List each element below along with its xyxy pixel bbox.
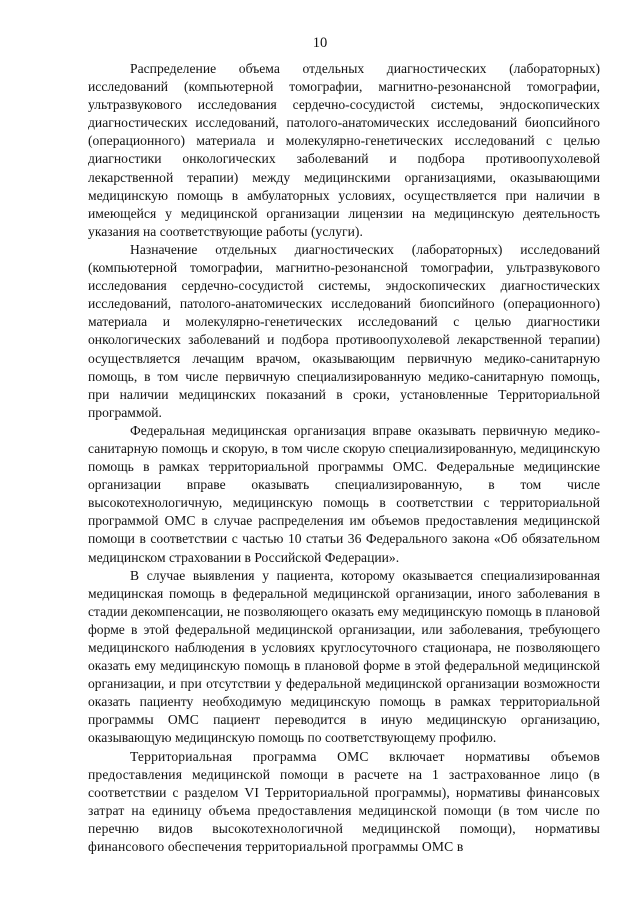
- paragraph-patient-transfer: В случае выявления у пациента, которому оказывается специализированная медицинская помощь в федеральной медицинской организации, иного заболевания в стадии декомпенсации, не позволяющего оказать ему медицинскую помощь в плановой форме в этой федеральной медицинской организации, или заболевания, требующего медицинского наблюдения в условиях круглосуточного стационара, не позволяющего оказать ему медицинскую помощь в плановой форме в этой федеральной медицинской организации, и при отсутствии у федеральной медицинской организации возможности оказать пациенту необходимую медицинскую помощь в рамках территориальной программы ОМС пациент переводится в иную медицинскую организацию, оказывающую медицинскую помощь по соответствующему профилю.: [88, 567, 600, 746]
- body-text: [88, 60, 600, 856]
- paragraph-diagnostics-prescription: Назначение отдельных диагностических (лабораторных) исследований (компьютерной томографии, магнитно-резонансной томографии, ультразвукового исследования сердечно-сосудистой системы, эндоскопических диагностических исследований, патолого-анатомических исследований биопсийного (операционного) материала и молекулярно-генетических исследований с целью диагностики онкологических заболеваний и подбора противоопухолевой лекарственной терапии) осуществляется лечащим врачом, оказывающим первичную медико-санитарную помощь, в том числе первичную специализированную медико-санитарную помощь, при наличии медицинских показаний в сроки, установленные Территориальной программой.: [88, 241, 600, 420]
- paragraph-territorial-program: Территориальная программа ОМС включает нормативы объемов предоставления медицинской помощи в расчете на 1 застрахованное лицо (в соответствии с разделом VI Территориальной программы), нормативы финансовых затрат на единицу объема предоставления медицинской помощи (в том числе по перечню видов высокотехнологичной медицинской помощи), нормативы финансового обеспечения территориальной программы ОМС в: [88, 748, 600, 855]
- paragraph-federal-organization: Федеральная медицинская организация вправе оказывать первичную медико-санитарную помощь и скорую, в том числе скорую специализированную, медицинскую помощь в рамках территориальной программы ОМС. Федеральные медицинские организации вправе оказывать специализированную, в том числе высокотехнологичную, медицинскую помощь в соответствии с территориальной программой ОМС в случае распределения им объемов предоставления медицинской помощи в соответствии с частью 10 статьи 36 Федерального закона «Об обязательном медицинском страховании в Российской Федерации».: [88, 422, 600, 565]
- paragraph-diagnostics-distribution: Распределение объема отдельных диагностических (лабораторных) исследований (компьютерной томографии, магнитно-резонансной томографии, ультразвукового исследования сердечно-сосудистой системы, эндоскопических диагностических исследований, патолого-анатомических исследований биопсийного (операционного) материала и молекулярно-генетических исследований с целью диагностики онкологических заболеваний и подбора противоопухолевой лекарственной терапии) между медицинскими организациями, оказывающими медицинскую помощь в амбулаторных условиях, осуществляется при наличии в имеющейся у медицинской организации лицензии на медицинскую деятельность указания на соответствующие работы (услуги).: [88, 61, 600, 239]
- page-number: 10: [312, 35, 328, 51]
